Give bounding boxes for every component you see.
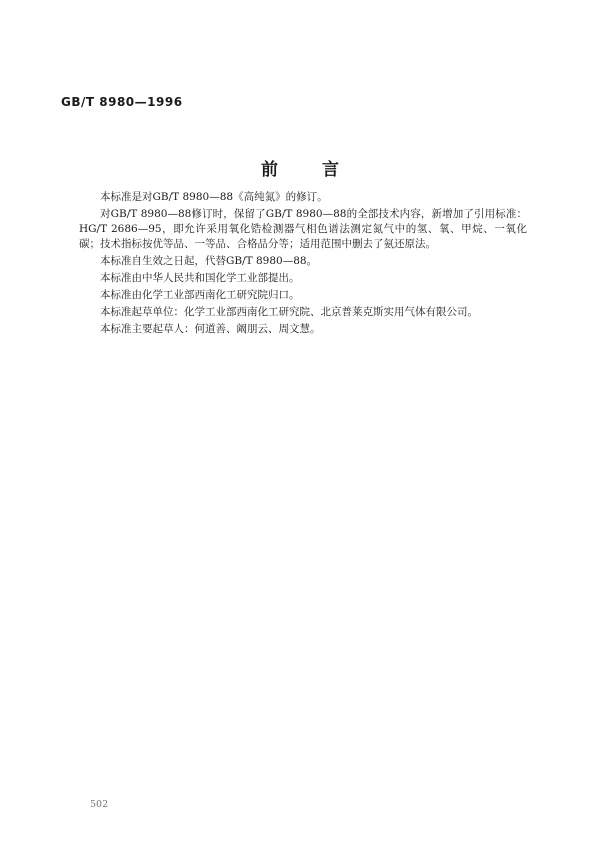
paragraph-revision: 本标准是对GB/T 8980—88《高纯氮》的修订。 <box>100 191 328 203</box>
foreword-body <box>79 190 527 339</box>
page-title: 前言 <box>261 160 383 180</box>
paragraph-changes: 对GB/T 8980—88修订时，保留了GB/T 8980—88的全部技术内容，新增加了引用标准：HG/T 2686—95，即允许采用氧化锆检测器气相色谱法测定氮气中的氢、氧、甲烷、一氧化碳；技术指标按优等品、一等品、合格品分等；适用范围中删去了氨还原法。 <box>79 208 527 250</box>
paragraph-drafters: 本标准主要起草人：何道善、阚朋云、周文慧。 <box>100 323 321 335</box>
paragraph-drafting-units: 本标准起草单位：化学工业部西南化工研究院、北京普莱克斯实用气体有限公司。 <box>100 306 478 318</box>
paragraph-proposed-by: 本标准由中华人民共和国化学工业部提出。 <box>100 272 300 284</box>
standard-code: GB/T 8980—1996 <box>61 95 183 109</box>
paragraph-responsible: 本标准由化学工业部西南化工研究院归口。 <box>100 289 300 301</box>
page-number: 502 <box>90 799 109 810</box>
paragraph-effective: 本标准自生效之日起，代替GB/T 8980—88。 <box>100 255 318 267</box>
